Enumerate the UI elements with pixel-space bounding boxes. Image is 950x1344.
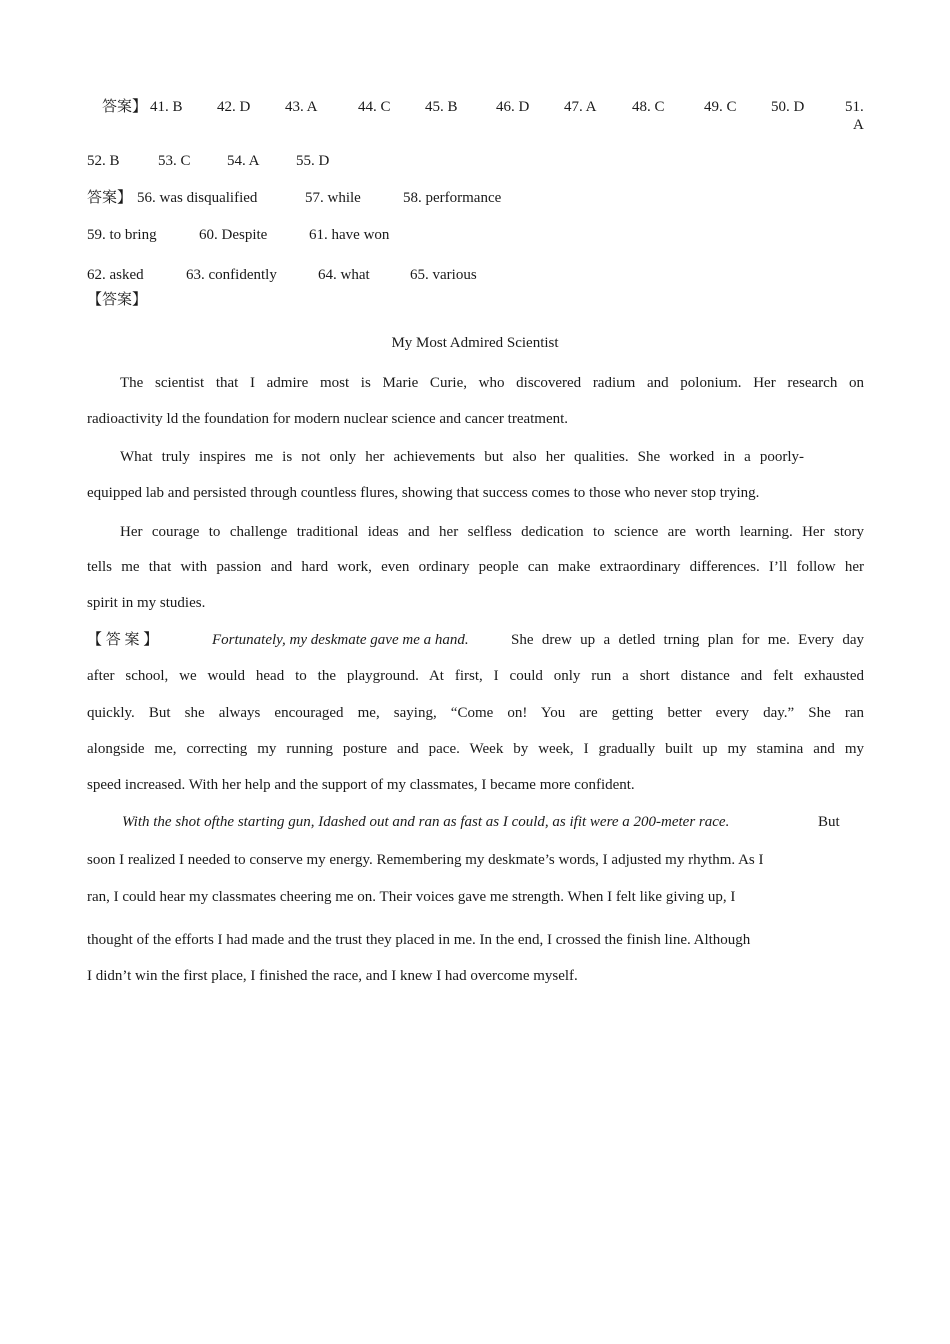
- grammar-answer-label: 答案】: [87, 190, 133, 206]
- cloze-answer-41: 41. B: [150, 99, 183, 115]
- grammar-answer-61: 61. have won: [309, 227, 390, 243]
- continuation-p1-line-5: speed increased. With her help and the support of my classmates, I became more confident.: [87, 777, 635, 793]
- essay-line-2: radioactivity ld the foundation for modern nuclear science and cancer treatment.: [87, 411, 569, 427]
- grammar-answer-58: 58. performance: [403, 190, 502, 206]
- grammar-answer-59: 59. to bring: [87, 227, 157, 243]
- cloze-answer-45: 45. B: [425, 99, 458, 115]
- grammar-answer-60: 60. Despite: [199, 227, 268, 243]
- cloze-answer-47: 47. A: [564, 99, 597, 115]
- continuation-p2-line-4: thought of the efforts I had made and the trust they placed in me. In the end, I crossed the finish line. Although: [87, 932, 751, 948]
- grammar-answer-65: 65. various: [410, 267, 477, 283]
- cloze-answer-54: 54. A: [227, 153, 260, 169]
- grammar-answer-57: 57. while: [305, 190, 361, 206]
- cloze-answer-53: 53. C: [158, 153, 191, 169]
- grammar-answer-56: 56. was disqualified: [137, 190, 258, 206]
- continuation-p2-first-line-rest: But: [818, 814, 840, 830]
- cloze-answer-52: 52. B: [87, 153, 120, 169]
- essay-line-7: spirit in my studies.: [87, 595, 206, 611]
- essay-line-5: Her courage to challenge traditional ideas and her selfless dedication to science are worth learning. Her story: [120, 524, 864, 540]
- continuation-p1-line-3: quickly. But she always encouraged me, saying, “Come on! You are getting better every day.” She ran: [87, 705, 864, 721]
- cloze-answer-44: 44. C: [358, 99, 391, 115]
- cloze-answer-label: 答案】: [102, 99, 148, 115]
- continuation-answer-label: 【 答 案 】: [87, 632, 159, 648]
- cloze-answer-43: 43. A: [285, 99, 318, 115]
- grammar-answer-63: 63. confidently: [186, 267, 277, 283]
- continuation-p2-line-2: soon I realized I needed to conserve my energy. Remembering my deskmate’s words, I adjusted my rhythm. As I: [87, 852, 764, 868]
- essay-title: My Most Admired Scientist: [391, 335, 559, 351]
- continuation-p1-first-line-rest: She drew up a detled trning plan for me. Every day: [511, 632, 864, 648]
- cloze-answer-51-number: 51.: [845, 99, 864, 115]
- continuation-p2-lead-sentence: With the shot ofthe starting gun, Idashed out and ran as fast as I could, as ifit were a 200-meter race.: [122, 814, 730, 830]
- writing-answer-label: 【答案】: [87, 292, 148, 308]
- continuation-p1-line-4: alongside me, correcting my running posture and pace. Week by week, I gradually built up my stamina and my: [87, 741, 864, 757]
- essay-line-4: equipped lab and persisted through countless flures, showing that success comes to those who never stop trying.: [87, 485, 760, 501]
- grammar-answer-62: 62. asked: [87, 267, 144, 283]
- continuation-p2-line-5: I didn’t win the first place, I finished the race, and I knew I had overcome myself.: [87, 968, 578, 984]
- essay-line-3: What truly inspires me is not only her achievements but also her qualities. She worked in a poorly-: [120, 449, 804, 465]
- essay-line-6: tells me that with passion and hard work, even ordinary people can make extraordinary differences. I’ll follow her: [87, 559, 864, 575]
- continuation-p2-line-3: ran, I could hear my classmates cheering me on. Their voices gave me strength. When I felt like giving up, I: [87, 889, 736, 905]
- cloze-answer-49: 49. C: [704, 99, 737, 115]
- essay-line-1: The scientist that I admire most is Marie Curie, who discovered radium and polonium. Her research on: [120, 375, 864, 391]
- grammar-answer-64: 64. what: [318, 267, 370, 283]
- cloze-answer-48: 48. C: [632, 99, 665, 115]
- cloze-answer-51-letter: A: [853, 117, 864, 133]
- continuation-p1-lead-sentence: Fortunately, my deskmate gave me a hand.: [212, 632, 469, 648]
- cloze-answer-50: 50. D: [771, 99, 805, 115]
- cloze-answer-55: 55. D: [296, 153, 330, 169]
- cloze-answer-46: 46. D: [496, 99, 530, 115]
- cloze-answer-42: 42. D: [217, 99, 251, 115]
- continuation-p1-line-2: after school, we would head to the playground. At first, I could only run a short distance and felt exhausted: [87, 668, 864, 684]
